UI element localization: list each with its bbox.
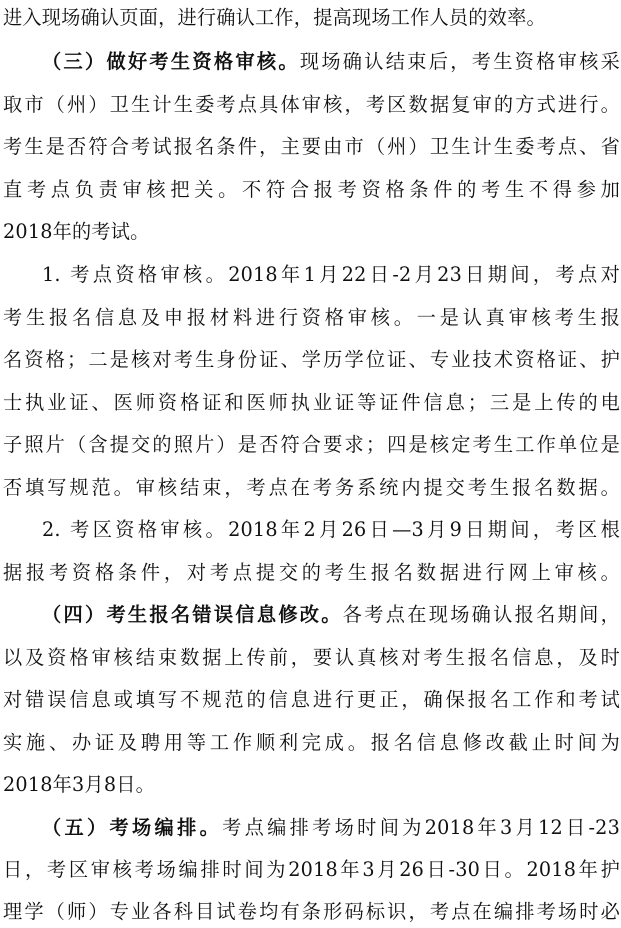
text-line: 士执业证、医师资格证和医师执业证等证件信息；三是上传的电: [3, 391, 620, 414]
text-line: 进入现场确认页面，进行确认工作，提高现场工作人员的效率。: [3, 6, 546, 29]
text-line: 考生是否符合考试报名条件，主要由市（州）卫生计生委考点、省: [3, 135, 620, 158]
section-heading-five: （五）考场编排。: [42, 816, 223, 839]
paragraph-text: 各考点在现场确认报名期间，: [342, 603, 620, 626]
text-line: 子照片（含提交的照片）是否符合要求；四是核定考生工作单位是: [3, 433, 620, 456]
text-line: 考生报名信息及申报材料进行资格审核。一是认真审核考生报: [3, 306, 620, 329]
text-line: 1. 考点资格审核。2018年1月22日-2月23日期间，考点对: [42, 263, 620, 286]
text-line: 否填写规范。审核结束，考点在考务系统内提交考生报名数据。: [3, 476, 620, 499]
paragraph-five-first-line: [42, 812, 620, 844]
section-heading-four: （四）考生报名错误信息修改。: [42, 603, 343, 626]
text-line: 以及资格审核结束数据上传前，要认真核对考生报名信息，及时: [3, 646, 620, 669]
paragraph-text: 现场确认结束后，考生资格审核采: [299, 50, 620, 73]
text-line: 取市（州）卫生计生委考点具体审核，考区数据复审的方式进行。: [3, 93, 620, 116]
paragraph-text: 考点编排考场时间为2018年3月12日-23: [222, 816, 620, 839]
text-line: 2. 考区资格审核。2018年2月26日—3月9日期间，考区根: [42, 518, 620, 541]
paragraph-three-first-line: [42, 46, 620, 78]
text-line: 名资格；二是核对考生身份证、学历学位证、专业技术资格证、护: [3, 348, 620, 371]
paragraph-four-first-line: [42, 599, 620, 631]
section-heading-three: （三）做好考生资格审核。: [42, 50, 300, 73]
text-line: 理学（师）专业各科目试卷均有条形码标识，考点在编排考场时必: [3, 900, 620, 923]
text-line: 2018年3月8日。: [3, 773, 155, 796]
text-line: 直考点负责审核把关。不符合报考资格条件的考生不得参加: [3, 178, 620, 201]
text-line: 日，考区审核考场编排时间为2018年3月26日-30日。2018年护: [3, 858, 620, 881]
text-line: 据报考资格条件，对考点提交的考生报名数据进行网上审核。: [3, 561, 620, 584]
text-line: 实施、办证及聘用等工作顺利完成。报名信息修改截止时间为: [3, 731, 620, 754]
text-line: 对错误信息或填写不规范的信息进行更正，确保报名工作和考试: [3, 688, 620, 711]
text-line: 2018年的考试。: [3, 220, 150, 243]
